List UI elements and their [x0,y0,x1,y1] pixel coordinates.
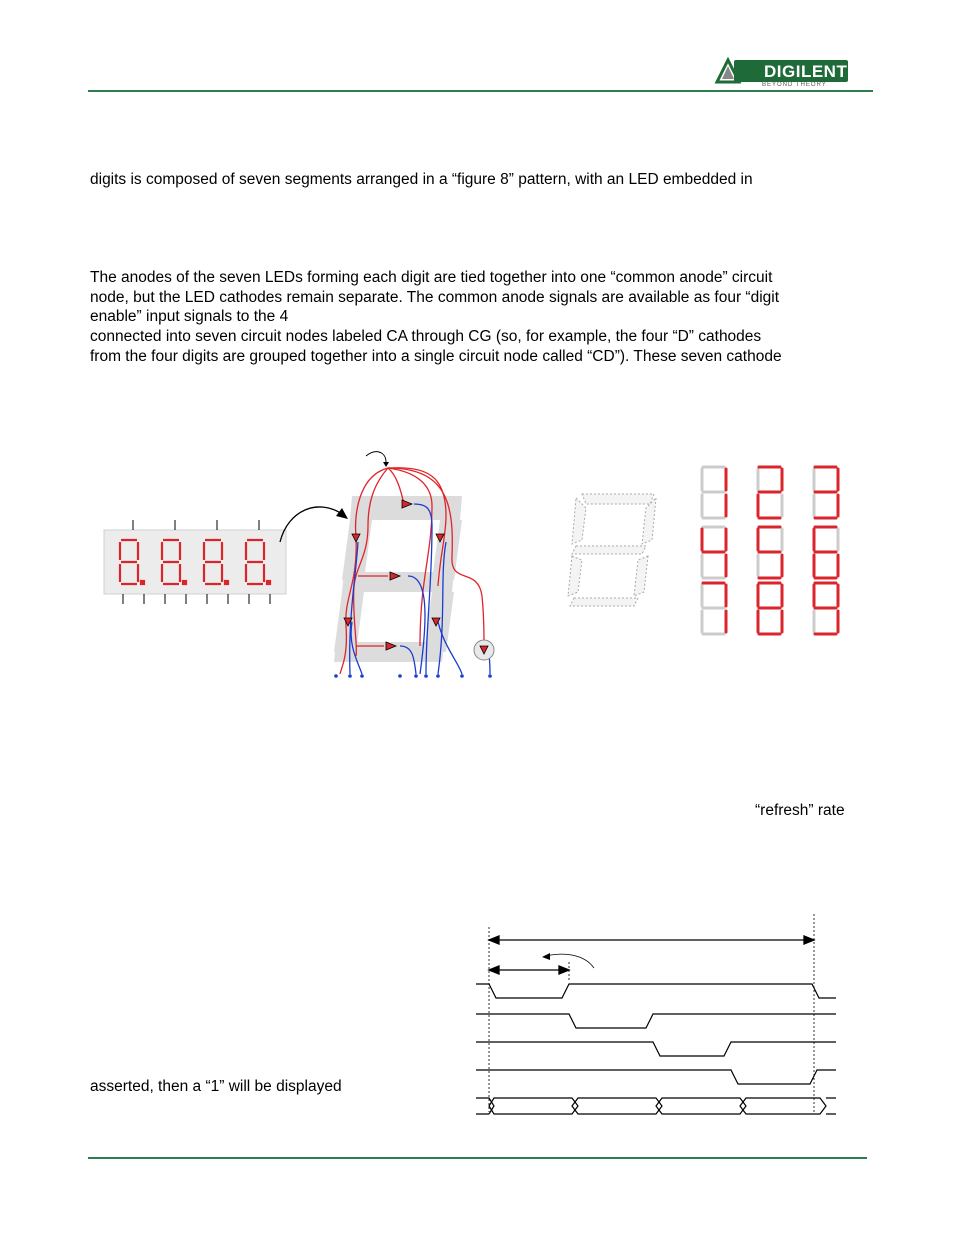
paragraph-1: digits is composed of seven segments arranged in a “figure 8” pattern, with an LED embedded in [90,171,753,188]
numeral-7 [702,583,726,634]
timing-diagram [474,912,844,1122]
asserted-fragment: asserted, then a “1” will be displayed [90,1078,342,1095]
refresh-rate-fragment: “refresh” rate [755,802,845,819]
numeral-3 [814,467,838,518]
numeral-8 [758,583,782,634]
segment-outline-digit [568,490,658,610]
numeral-2 [758,467,782,518]
logo-tagline: BEYOND THEORY [762,82,827,88]
numeral-grid [696,460,856,635]
logo-box [734,60,848,82]
four-digit-display [104,520,294,610]
numeral-5 [758,527,782,578]
paragraph-2-line-3: enable” input signals to the 4 [90,308,289,325]
paragraph-2-line-2: node, but the LED cathodes remain separate. The common anode signals are available as four “digit [90,289,780,306]
numeral-4 [702,527,726,578]
led-circuit-schematic [328,446,508,686]
numeral-6 [814,527,838,578]
footer-rule [88,1157,867,1159]
paragraph-2-line-1: The anodes of the seven LEDs forming each digit are tied together into one “common anode” circuit [90,269,773,286]
paragraph-2-line-4: connected into seven circuit nodes labeled CA through CG (so, for example, the four “D” cathodes [90,328,762,345]
paragraph-2-line-5: from the four digits are grouped together into a single circuit node called “CD”). These seven cathode [90,348,782,365]
header-rule [88,90,873,92]
numeral-9 [814,583,838,634]
digilent-logo [716,60,848,90]
numeral-1 [702,467,726,518]
logo-text: DIGILENT [764,62,848,81]
